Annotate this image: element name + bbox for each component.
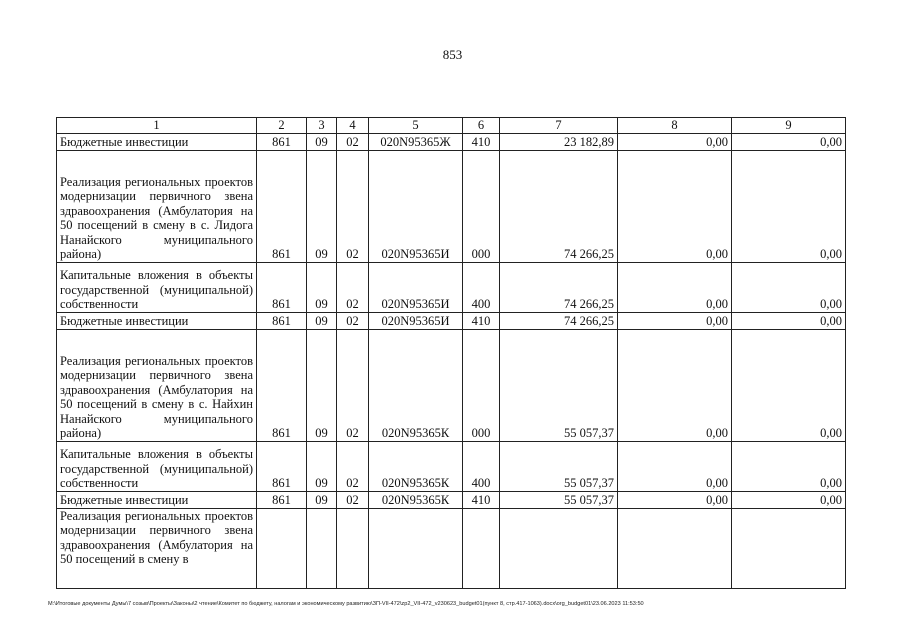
cell-amount-8: 0,00	[618, 150, 732, 262]
column-header-6: 6	[463, 118, 500, 134]
cell-code-3: 09	[307, 491, 337, 508]
cell-description: Реализация региональных проектов модернизации первичного звена здравоохранения (Амбулатория на 50 посещений в смену в	[57, 508, 257, 588]
cell-code-4: 02	[337, 441, 369, 491]
cell-amount-7	[500, 508, 618, 588]
cell-code-6: 410	[463, 312, 500, 329]
table-row	[57, 441, 846, 491]
cell-description: Бюджетные инвестиции	[57, 133, 257, 150]
cell-amount-9: 0,00	[732, 491, 846, 508]
column-header-2: 2	[257, 118, 307, 134]
cell-code-2: 861	[257, 133, 307, 150]
cell-code-2	[257, 508, 307, 588]
cell-amount-8: 0,00	[618, 491, 732, 508]
table-row	[57, 150, 846, 262]
cell-code-5	[369, 508, 463, 588]
cell-code-2: 861	[257, 150, 307, 262]
cell-amount-9: 0,00	[732, 329, 846, 441]
cell-amount-9	[732, 508, 846, 588]
cell-amount-8	[618, 508, 732, 588]
cell-code-4: 02	[337, 262, 369, 312]
cell-amount-7: 55 057,37	[500, 441, 618, 491]
cell-code-4: 02	[337, 150, 369, 262]
cell-amount-8: 0,00	[618, 441, 732, 491]
cell-amount-9: 0,00	[732, 150, 846, 262]
table-row	[57, 508, 846, 588]
cell-amount-7: 74 266,25	[500, 150, 618, 262]
cell-amount-7: 55 057,37	[500, 491, 618, 508]
cell-code-6: 410	[463, 133, 500, 150]
cell-code-3: 09	[307, 312, 337, 329]
cell-amount-9: 0,00	[732, 262, 846, 312]
table-row	[57, 312, 846, 329]
column-header-7: 7	[500, 118, 618, 134]
cell-code-3	[307, 508, 337, 588]
cell-code-3: 09	[307, 262, 337, 312]
cell-code-6: 400	[463, 441, 500, 491]
cell-description: Капитальные вложения в объекты государственной (муниципальной) собственности	[57, 262, 257, 312]
column-header-4: 4	[337, 118, 369, 134]
cell-code-4: 02	[337, 329, 369, 441]
cell-code-5: 020N95365К	[369, 441, 463, 491]
cell-amount-7: 74 266,25	[500, 262, 618, 312]
cell-amount-8: 0,00	[618, 329, 732, 441]
cell-code-5: 020N95365К	[369, 491, 463, 508]
table-row	[57, 491, 846, 508]
file-path-footer: M:\Итоговые документы Думы\7 созыв\Проекты\Законы\2 чтение\Комитет по бюджету, налогам и экономическому развитию\ЗП-VII-472\zp2_VII-472_v230623_budget01(пункт 8, стр.417-1063).docx\org_budget01\23.06.2023 11:53:50	[48, 601, 644, 607]
cell-amount-9: 0,00	[732, 312, 846, 329]
table-row	[57, 329, 846, 441]
cell-description: Реализация региональных проектов модернизации первичного звена здравоохранения (Амбулатория на 50 посещений в смену в с. Лидога Нанайского муниципального района)	[57, 150, 257, 262]
cell-code-3: 09	[307, 150, 337, 262]
cell-code-6: 410	[463, 491, 500, 508]
cell-amount-7: 74 266,25	[500, 312, 618, 329]
cell-code-5: 020N95365И	[369, 150, 463, 262]
cell-code-3: 09	[307, 441, 337, 491]
table-row	[57, 133, 846, 150]
cell-amount-8: 0,00	[618, 133, 732, 150]
cell-amount-8: 0,00	[618, 262, 732, 312]
cell-description: Бюджетные инвестиции	[57, 312, 257, 329]
cell-amount-7: 23 182,89	[500, 133, 618, 150]
page-number: 853	[442, 47, 463, 62]
column-header-8: 8	[618, 118, 732, 134]
column-header-5: 5	[369, 118, 463, 134]
cell-code-4: 02	[337, 312, 369, 329]
cell-amount-9: 0,00	[732, 133, 846, 150]
cell-code-3: 09	[307, 329, 337, 441]
cell-description: Реализация региональных проектов модернизации первичного звена здравоохранения (Амбулатория на 50 посещений в смену в с. Найхин Нанайского муниципального района)	[57, 329, 257, 441]
cell-code-6: 000	[463, 329, 500, 441]
cell-amount-8: 0,00	[618, 312, 732, 329]
cell-code-3: 09	[307, 133, 337, 150]
cell-amount-9: 0,00	[732, 441, 846, 491]
table-header-row	[57, 118, 846, 134]
cell-code-5: 020N95365К	[369, 329, 463, 441]
cell-code-2: 861	[257, 262, 307, 312]
cell-code-4: 02	[337, 133, 369, 150]
budget-table	[56, 117, 846, 589]
cell-code-5: 020N95365Ж	[369, 133, 463, 150]
cell-code-6	[463, 508, 500, 588]
column-header-3: 3	[307, 118, 337, 134]
cell-code-6: 000	[463, 150, 500, 262]
cell-code-4	[337, 508, 369, 588]
column-header-1: 1	[57, 118, 257, 134]
cell-description: Капитальные вложения в объекты государственной (муниципальной) собственности	[57, 441, 257, 491]
cell-code-5: 020N95365И	[369, 262, 463, 312]
table-row	[57, 262, 846, 312]
cell-code-2: 861	[257, 441, 307, 491]
cell-description: Бюджетные инвестиции	[57, 491, 257, 508]
column-header-9: 9	[732, 118, 846, 134]
cell-code-2: 861	[257, 329, 307, 441]
table-body	[57, 118, 846, 589]
cell-amount-7: 55 057,37	[500, 329, 618, 441]
cell-code-2: 861	[257, 312, 307, 329]
cell-code-4: 02	[337, 491, 369, 508]
cell-code-5: 020N95365И	[369, 312, 463, 329]
cell-code-2: 861	[257, 491, 307, 508]
cell-code-6: 400	[463, 262, 500, 312]
